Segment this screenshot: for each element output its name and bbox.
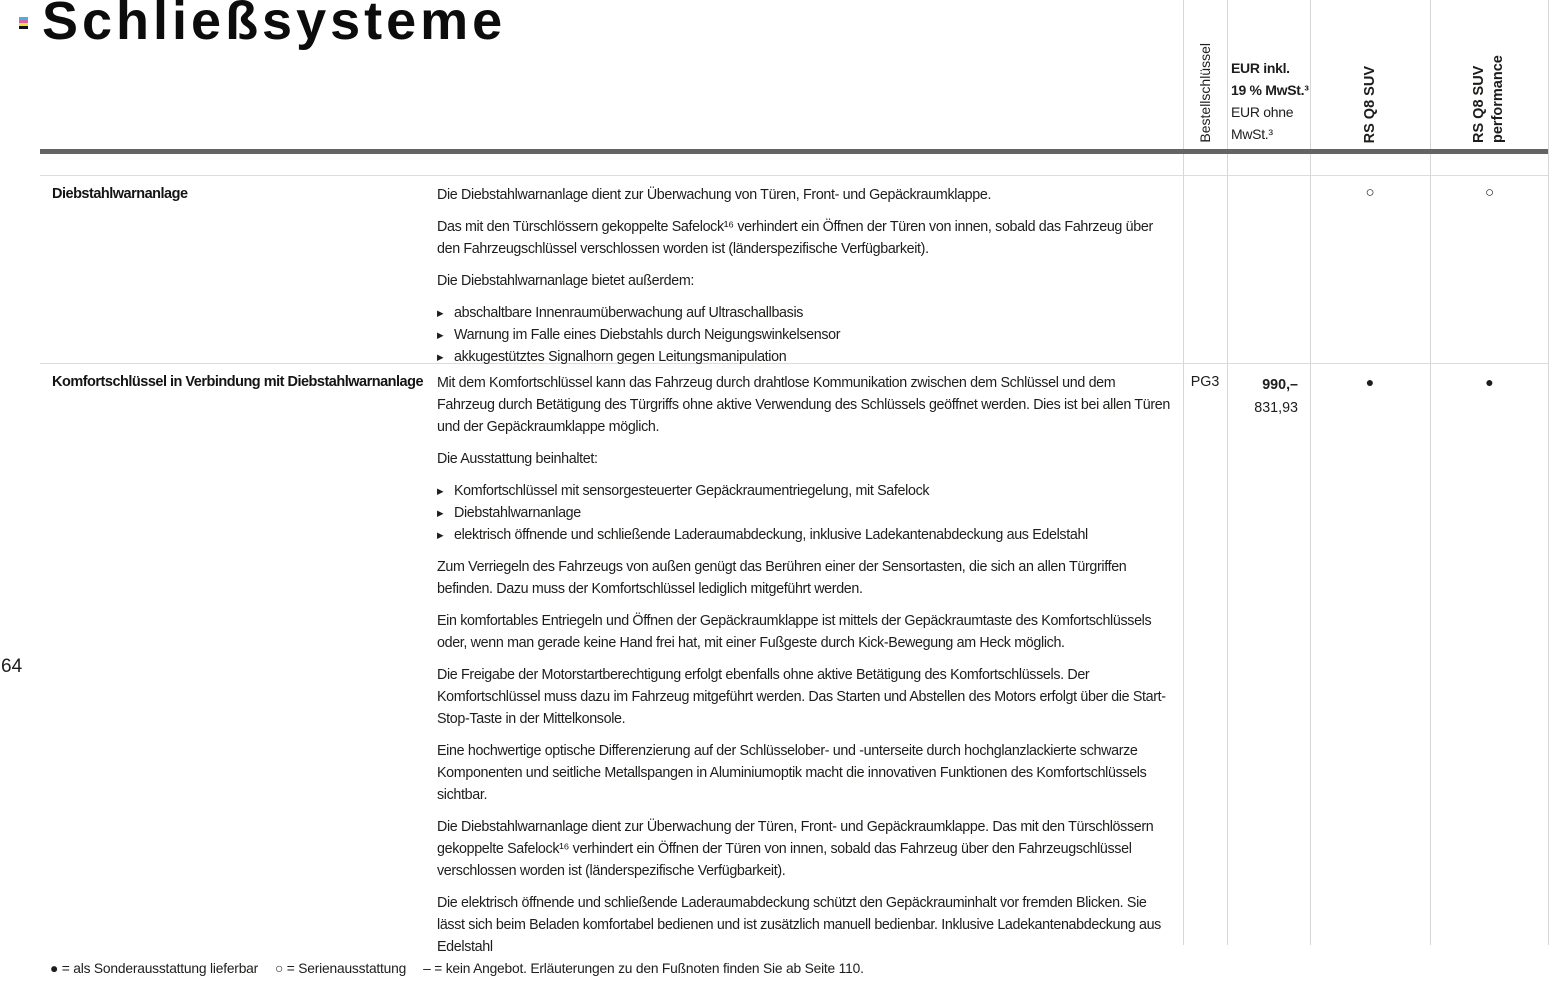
bullet-triangle-icon: ▶ <box>437 308 444 318</box>
bullet-text: Diebstahlwarnanlage <box>454 505 581 521</box>
feature-name: Komfortschlüssel in Verbindung mit Diebstahlwarnanlage <box>52 374 424 390</box>
legend-no-offer: – = kein Angebot. Erläuterungen zu den Fußnoten finden Sie ab Seite 110. <box>423 961 864 976</box>
bullet-text: elektrisch öffnende und schließende Laderaumabdeckung, inklusive Ladekantenabdeckung aus Edelstahl <box>454 527 1088 543</box>
description-paragraph: Die elektrisch öffnende und schließende Laderaumabdeckung schützt den Gepäckrauminhalt vor fremden Blicken. Sie lässt sich beim Beladen komfortabel bedienen und ist zusätzlich manuell bedienbar. Inklusive Ladekantenabdeckung aus Edelstahl <box>437 895 1161 955</box>
price-header-line: MwSt.³ <box>1231 126 1273 142</box>
feature-description <box>437 372 1175 958</box>
price-excl-vat: 831,93 <box>1254 400 1298 416</box>
bullet-text: akkugestütztes Signalhorn gegen Leitungsmanipulation <box>454 349 787 365</box>
column-header-order-code <box>1183 0 1227 143</box>
description-paragraph: Mit dem Komfortschlüssel kann das Fahrzeug durch drahtlose Kommunikation zwischen dem Schlüssel und dem Fahrzeug durch Betätigung des Türgriffs ohne aktive Verwendung des Schlüssels geöffnet werden. Dies ist bei allen Türen und der Gepäckraumklappe möglich. <box>437 375 1170 435</box>
price-header-line: 19 % MwSt.³ <box>1231 82 1309 98</box>
bullet-item <box>437 346 1175 368</box>
bullet-item <box>437 324 1175 346</box>
page-title: Schließsysteme <box>42 0 507 51</box>
description-paragraph: Ein komfortables Entriegeln und Öffnen der Gepäckraumklappe ist mittels der Gepäckraumtaste des Komfortschlüssels oder, wenn man gerade keine Hand frei hat, mit einer Fußgeste durch Kick-Bewegung am Heck möglich. <box>437 613 1152 651</box>
bullet-text: Komfortschlüssel mit sensorgesteuerter Gepäckraumentriegelung, mit Safelock <box>454 483 930 499</box>
feature-name: Diebstahlwarnanlage <box>52 186 188 202</box>
bullet-triangle-icon: ▶ <box>437 486 444 496</box>
description-paragraph: Die Diebstahlwarnanlage bietet außerdem: <box>437 273 694 289</box>
row-divider <box>40 175 1548 176</box>
bullet-text: Warnung im Falle eines Diebstahls durch Neigungswinkelsensor <box>454 327 841 343</box>
column-divider <box>1548 0 1549 945</box>
description-paragraph: Zum Verriegeln des Fahrzeugs von außen genügt das Berühren einer der Sensortasten, die sich an allen Türgriffen befinden. Dazu muss der Komfortschlüssel lediglich mitgeführt werden. <box>437 559 1127 597</box>
description-paragraph: Eine hochwertige optische Differenzierung auf der Schlüsselober- und -unterseite durch hochglanzlackierte schwarze Komponenten und seitliche Metallspangen in Aluminiumoptik macht die innovativen Funktionen des Komfortschlüssels sichtbar. <box>437 743 1147 803</box>
black-stripe <box>19 26 28 29</box>
bullet-text: abschaltbare Innenraumüberwachung auf Ultraschallbasis <box>454 305 804 321</box>
price-incl-vat: 990,– <box>1262 377 1298 393</box>
column-header-label: RS Q8 SUV <box>1361 65 1378 143</box>
availability-symbol-rs-q8-suv: ○ <box>1365 184 1375 201</box>
availability-symbol-rs-q8-suv-performance: ○ <box>1484 184 1495 201</box>
price-cell <box>1227 374 1303 420</box>
print-color-mark-icon <box>19 17 28 29</box>
price-header-line: EUR inkl. <box>1231 60 1290 76</box>
bullet-item <box>437 502 1175 524</box>
column-divider <box>1227 0 1228 945</box>
bullet-triangle-icon: ▶ <box>437 508 444 518</box>
column-header-model-rs-q8-suv-performance <box>1430 0 1548 143</box>
description-paragraph: Die Ausstattung beinhaltet: <box>437 451 598 467</box>
price-header-line: EUR ohne <box>1231 104 1294 120</box>
order-code: PG3 <box>1190 374 1220 390</box>
column-header-price <box>1231 57 1309 145</box>
bullet-item <box>437 480 1175 502</box>
bullet-triangle-icon: ▶ <box>437 330 444 340</box>
description-paragraph: Die Freigabe der Motorstartberechtigung erfolgt ebenfalls ohne aktive Betätigung des Komfortschlüssels. Der Komfortschlüssel muss dazu im Fahrzeug mitgeführt werden. Das Starten und Abstellen des Motors erfolgt über die Start-Stop-Taste in der Mittelkonsole. <box>437 667 1166 727</box>
description-paragraph: Die Diebstahlwarnanlage dient zur Überwachung von Türen, Front- und Gepäckraumklappe. <box>437 187 992 203</box>
bullet-item <box>437 524 1175 546</box>
availability-symbol-rs-q8-suv-performance: ● <box>1485 374 1494 390</box>
column-header-label: RS Q8 SUV performance <box>1471 55 1506 143</box>
feature-description <box>437 184 1175 368</box>
header-rule <box>40 149 1548 154</box>
bullet-item <box>437 302 1175 324</box>
bullet-triangle-icon: ▶ <box>437 352 444 362</box>
legend <box>50 961 864 976</box>
column-header-label: Bestellschlüssel <box>1196 43 1213 143</box>
legend-special-equipment: ● = als Sonderausstattung lieferbar <box>50 961 259 976</box>
availability-symbol-rs-q8-suv: ● <box>1365 374 1375 390</box>
page-number: 64 <box>1 656 23 677</box>
legend-standard-equipment: ○ = Serienausstattung <box>275 961 407 976</box>
description-paragraph: Das mit den Türschlössern gekoppelte Safelock¹⁶ verhindert ein Öffnen der Türen von innen, sobald das Fahrzeug über den Fahrzeugschlüssel verschlossen worden ist (länderspezifische Verfügbarkeit). <box>437 219 1153 257</box>
description-paragraph: Die Diebstahlwarnanlage dient zur Überwachung der Türen, Front- und Gepäckraumklappe. Das mit den Türschlössern gekoppelte Safelock¹⁶ verhindert ein Öffnen der Türen von innen, sobald das Fahrzeug über den Fahrzeugschlüssel verschlossen worden ist (länderspezifische Verfügbarkeit). <box>437 819 1154 879</box>
column-header-model-rs-q8-suv <box>1310 0 1430 143</box>
bullet-triangle-icon: ▶ <box>437 530 444 540</box>
